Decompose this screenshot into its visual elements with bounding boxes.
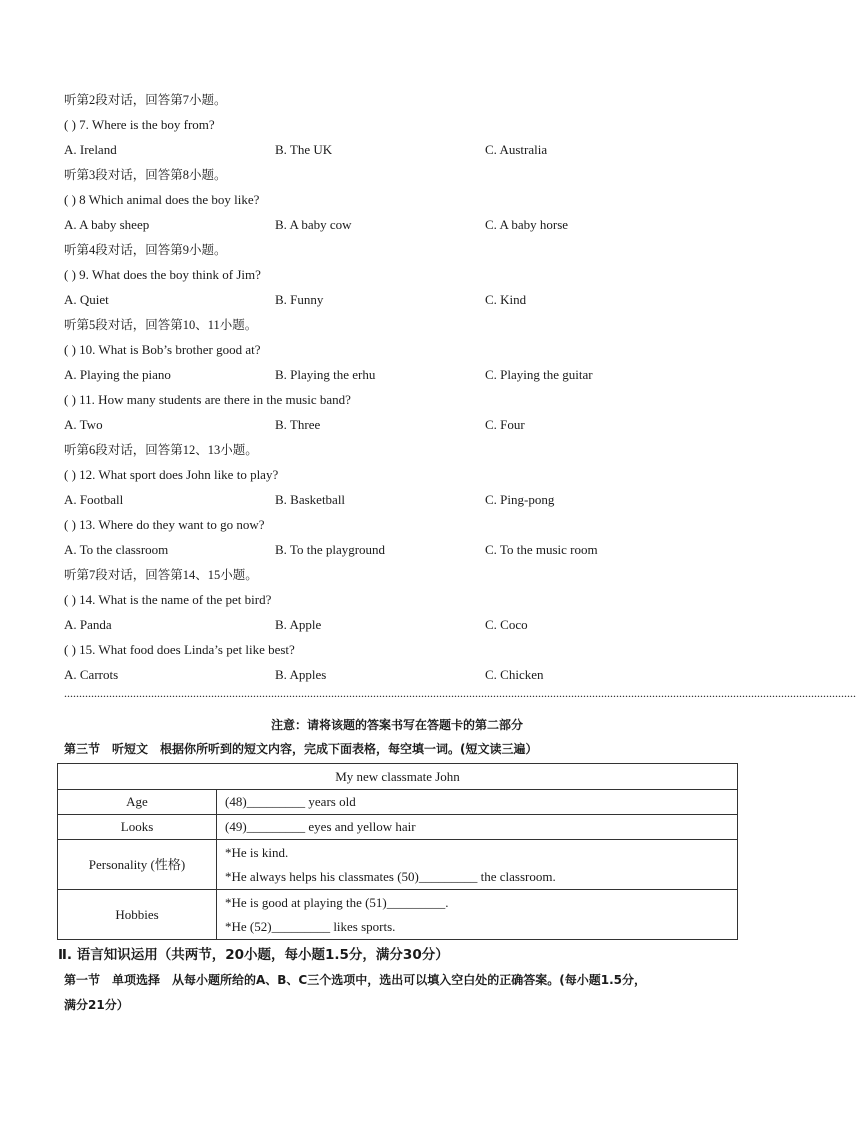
- table-title: My new classmate John: [58, 764, 738, 790]
- question-14: ( ) 14. What is the name of the pet bird?: [64, 592, 272, 607]
- hobbies-line-1: *He is good at playing the (51)_________.: [225, 894, 449, 910]
- q15-option-a: A. Carrots: [64, 667, 119, 682]
- instruction-dialogue-4: 听第4段对话，回答第9小题。: [64, 243, 227, 257]
- instruction-dialogue-5: 听第5段对话，回答第10、11小题。: [64, 318, 258, 332]
- q13-option-b: B. To the playground: [275, 542, 386, 557]
- q9-option-c: C. Kind: [485, 292, 527, 307]
- question-11: ( ) 11. How many students are there in the music band?: [64, 392, 351, 407]
- personality-label: Personality (性格): [58, 840, 217, 890]
- question-10: ( ) 10. What is Bob’s brother good at?: [64, 342, 261, 357]
- q14-option-c: C. Coco: [485, 617, 528, 632]
- hobbies-value: [217, 890, 738, 940]
- part-2-section-1-line-2: 满分21分）: [64, 998, 129, 1012]
- q12-option-b: B. Basketball: [275, 492, 346, 507]
- q7-option-b: B. The UK: [275, 142, 333, 157]
- personality-line-1: *He is kind.: [225, 844, 289, 860]
- question-9: ( ) 9. What does the boy think of Jim?: [64, 267, 261, 282]
- instruction-dialogue-6: 听第6段对话，回答第12、13小题。: [64, 443, 258, 457]
- age-value: (48)_________ years old: [217, 790, 738, 815]
- q14-option-a: A. Panda: [64, 617, 112, 632]
- q11-option-c: C. Four: [485, 417, 525, 432]
- q12-option-a: A. Football: [64, 492, 124, 507]
- instruction-dialogue-2: 听第2段对话，回答第7小题。: [64, 93, 227, 107]
- q8-option-b: B. A baby cow: [275, 217, 352, 232]
- hobbies-label: Hobbies: [58, 890, 217, 940]
- question-12: ( ) 12. What sport does John like to play?: [64, 467, 279, 482]
- section-3-instruction: 第三节 听短文 根据你所听到的短文内容，完成下面表格，每空填一词。(短文读三遍）: [64, 742, 538, 756]
- question-13: ( ) 13. Where do they want to go now?: [64, 517, 265, 532]
- instruction-dialogue-7: 听第7段对话，回答第14、15小题。: [64, 568, 258, 582]
- q15-option-c: C. Chicken: [485, 667, 544, 682]
- q9-option-a: A. Quiet: [64, 292, 109, 307]
- personality-value: [217, 840, 738, 890]
- looks-value: (49)_________ eyes and yellow hair: [217, 815, 738, 840]
- answer-sheet-notice: 注意：请将该题的答案书写在答题卡的第二部分: [270, 718, 523, 732]
- q9-option-b: B. Funny: [275, 292, 324, 307]
- q8-option-c: C. A baby horse: [485, 217, 569, 232]
- age-label: Age: [58, 790, 217, 815]
- question-15: ( ) 15. What food does Linda’s pet like best?: [64, 642, 295, 657]
- classmate-info-table: [57, 763, 738, 940]
- q13-option-a: A. To the classroom: [64, 542, 169, 557]
- instruction-dialogue-3: 听第3段对话，回答第8小题。: [64, 168, 227, 182]
- q11-option-a: A. Two: [64, 417, 103, 432]
- q10-option-a: A. Playing the piano: [64, 367, 171, 382]
- q15-option-b: B. Apples: [275, 667, 327, 682]
- q13-option-c: C. To the music room: [485, 542, 598, 557]
- q8-option-a: A. A baby sheep: [64, 217, 150, 232]
- part-2-section-1-line-1: 第一节 单项选择 从每小题所给的A、B、C三个选项中，选出可以填入空白处的正确答案。(每小题1.5分，: [64, 973, 646, 987]
- q7-option-a: A. Ireland: [64, 142, 117, 157]
- question-7: ( ) 7. Where is the boy from?: [64, 117, 215, 132]
- question-8: ( ) 8 Which animal does the boy like?: [64, 192, 260, 207]
- q14-option-b: B. Apple: [275, 617, 322, 632]
- dotted-divider: ........................................................................................................................................................................................................................................................................: [64, 686, 856, 700]
- hobbies-line-2: *He (52)_________ likes sports.: [225, 918, 396, 934]
- personality-line-2: *He always helps his classmates (50)_________ the classroom.: [225, 868, 556, 884]
- q7-option-c: C. Australia: [485, 142, 548, 157]
- q10-option-b: B. Playing the erhu: [275, 367, 376, 382]
- q12-option-c: C. Ping-pong: [485, 492, 555, 507]
- q11-option-b: B. Three: [275, 417, 321, 432]
- looks-label: Looks: [58, 815, 217, 840]
- part-2-title: Ⅱ. 语言知识运用（共两节，20小题，每小题1.5分，满分30分）: [58, 947, 449, 963]
- q10-option-c: C. Playing the guitar: [485, 367, 593, 382]
